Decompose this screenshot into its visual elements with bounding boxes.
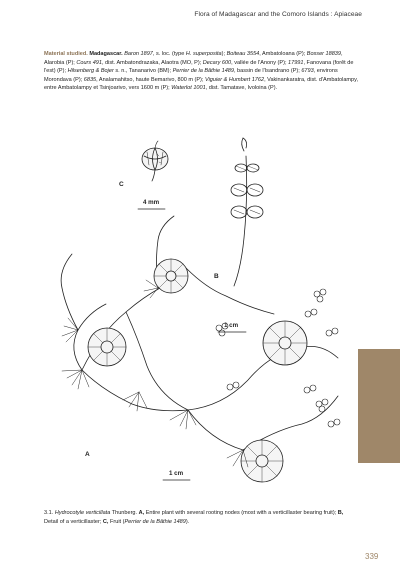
- specimen-text: , Analamahitso, haute Bemarivo, 800 m (P);: [96, 76, 205, 83]
- page-number: 339: [365, 552, 379, 561]
- specimen-text: , bassin de l'Isandrano (P);: [233, 68, 302, 75]
- leaf: [88, 328, 126, 366]
- specimen-text: , vallée de l'Anony (P);: [231, 59, 289, 66]
- specimen: Waterlot 1001: [171, 85, 206, 92]
- caption-c-label: C,: [102, 518, 109, 525]
- specimen: Cours 491: [76, 59, 102, 66]
- label-a: A: [85, 451, 90, 458]
- specimen-text: , dist. Tamatave, Ivoloina (P).: [205, 85, 278, 92]
- caption-collector: Perrier de la Bâthie 1489: [124, 518, 186, 525]
- running-head: Flora of Madagascar and the Comoro Islands : Apiaceae: [194, 11, 362, 18]
- specimen: Hilsenberg & Bojer: [67, 68, 114, 75]
- caption-a-text: Entire plant with several rooting nodes (most with a verticillaster bearing fruit);: [144, 510, 338, 516]
- material-region: Madagascar.: [89, 51, 123, 57]
- specimen-text: , Fanovana (forêt de l'est) (P);: [44, 59, 354, 75]
- material-lead: Material studied.: [44, 51, 88, 57]
- specimen: 17991: [288, 59, 304, 66]
- specimen-text: s. n., Tananarivo (BM);: [113, 68, 173, 75]
- caption-author: Thunberg.: [110, 510, 139, 516]
- figure-caption: [44, 509, 344, 526]
- specimen: 6793: [301, 68, 314, 75]
- specimen: Boiteau 3554: [226, 51, 260, 57]
- botanical-illustration: [38, 128, 350, 498]
- specimen-text: , Ambatoloana (P);: [259, 51, 307, 57]
- label-c: C: [119, 181, 124, 188]
- leaf: [154, 259, 188, 293]
- specimen-text: , dist. Ambatondrazaka, Alaotra (MO, P);: [101, 59, 203, 66]
- roots: [62, 280, 248, 467]
- hydrocotyle-drawing: [38, 128, 350, 498]
- specimen-text: , s. loc. (type: [152, 51, 186, 57]
- caption-b-text: Detail of a verticillaster;: [44, 518, 103, 525]
- specimen-text: , Alarobia (P);: [44, 51, 343, 66]
- specimen: Perrier de la Bâthie 1489: [172, 68, 234, 75]
- leaf: [263, 321, 307, 365]
- verticillaster-drawing-b: [231, 138, 263, 286]
- caption-a-label: A,: [138, 510, 145, 516]
- chapter-tab: [358, 349, 400, 463]
- specimen: Baron 1897: [124, 51, 153, 57]
- label-b: B: [214, 273, 219, 280]
- caption-species: Hydrocotyle verticillata: [54, 510, 111, 516]
- fruit-drawing-c: [142, 141, 168, 181]
- specimen: Decary 600: [202, 59, 232, 66]
- specimen-text: , Vakinankaratra, dist. d'Ambatolampy, entre Ambatolampy et Tsinjoarivo, vers 1600 m (P);: [44, 76, 359, 92]
- scale-label-b: 1 cm: [224, 322, 239, 329]
- specimen: Viguier & Humbert 1762: [204, 76, 265, 83]
- specimen: 6835: [83, 76, 97, 83]
- scale-label-a: 1 cm: [169, 470, 184, 477]
- leaf: [241, 440, 283, 482]
- specimen: Bosser 18839: [306, 51, 341, 57]
- specimen-text: , environs Morondava (P);: [44, 68, 338, 83]
- caption-number: 3.1.: [44, 510, 54, 516]
- material-studied-paragraph: [44, 50, 362, 93]
- specimen-text: );: [221, 51, 227, 57]
- specimen: H. superposita: [185, 51, 222, 57]
- caption-c-text: Fruit (: [108, 518, 125, 525]
- caption-end: ).: [185, 518, 190, 525]
- caption-b-label: B,: [337, 510, 344, 516]
- scale-label-c: 4 mm: [143, 199, 160, 206]
